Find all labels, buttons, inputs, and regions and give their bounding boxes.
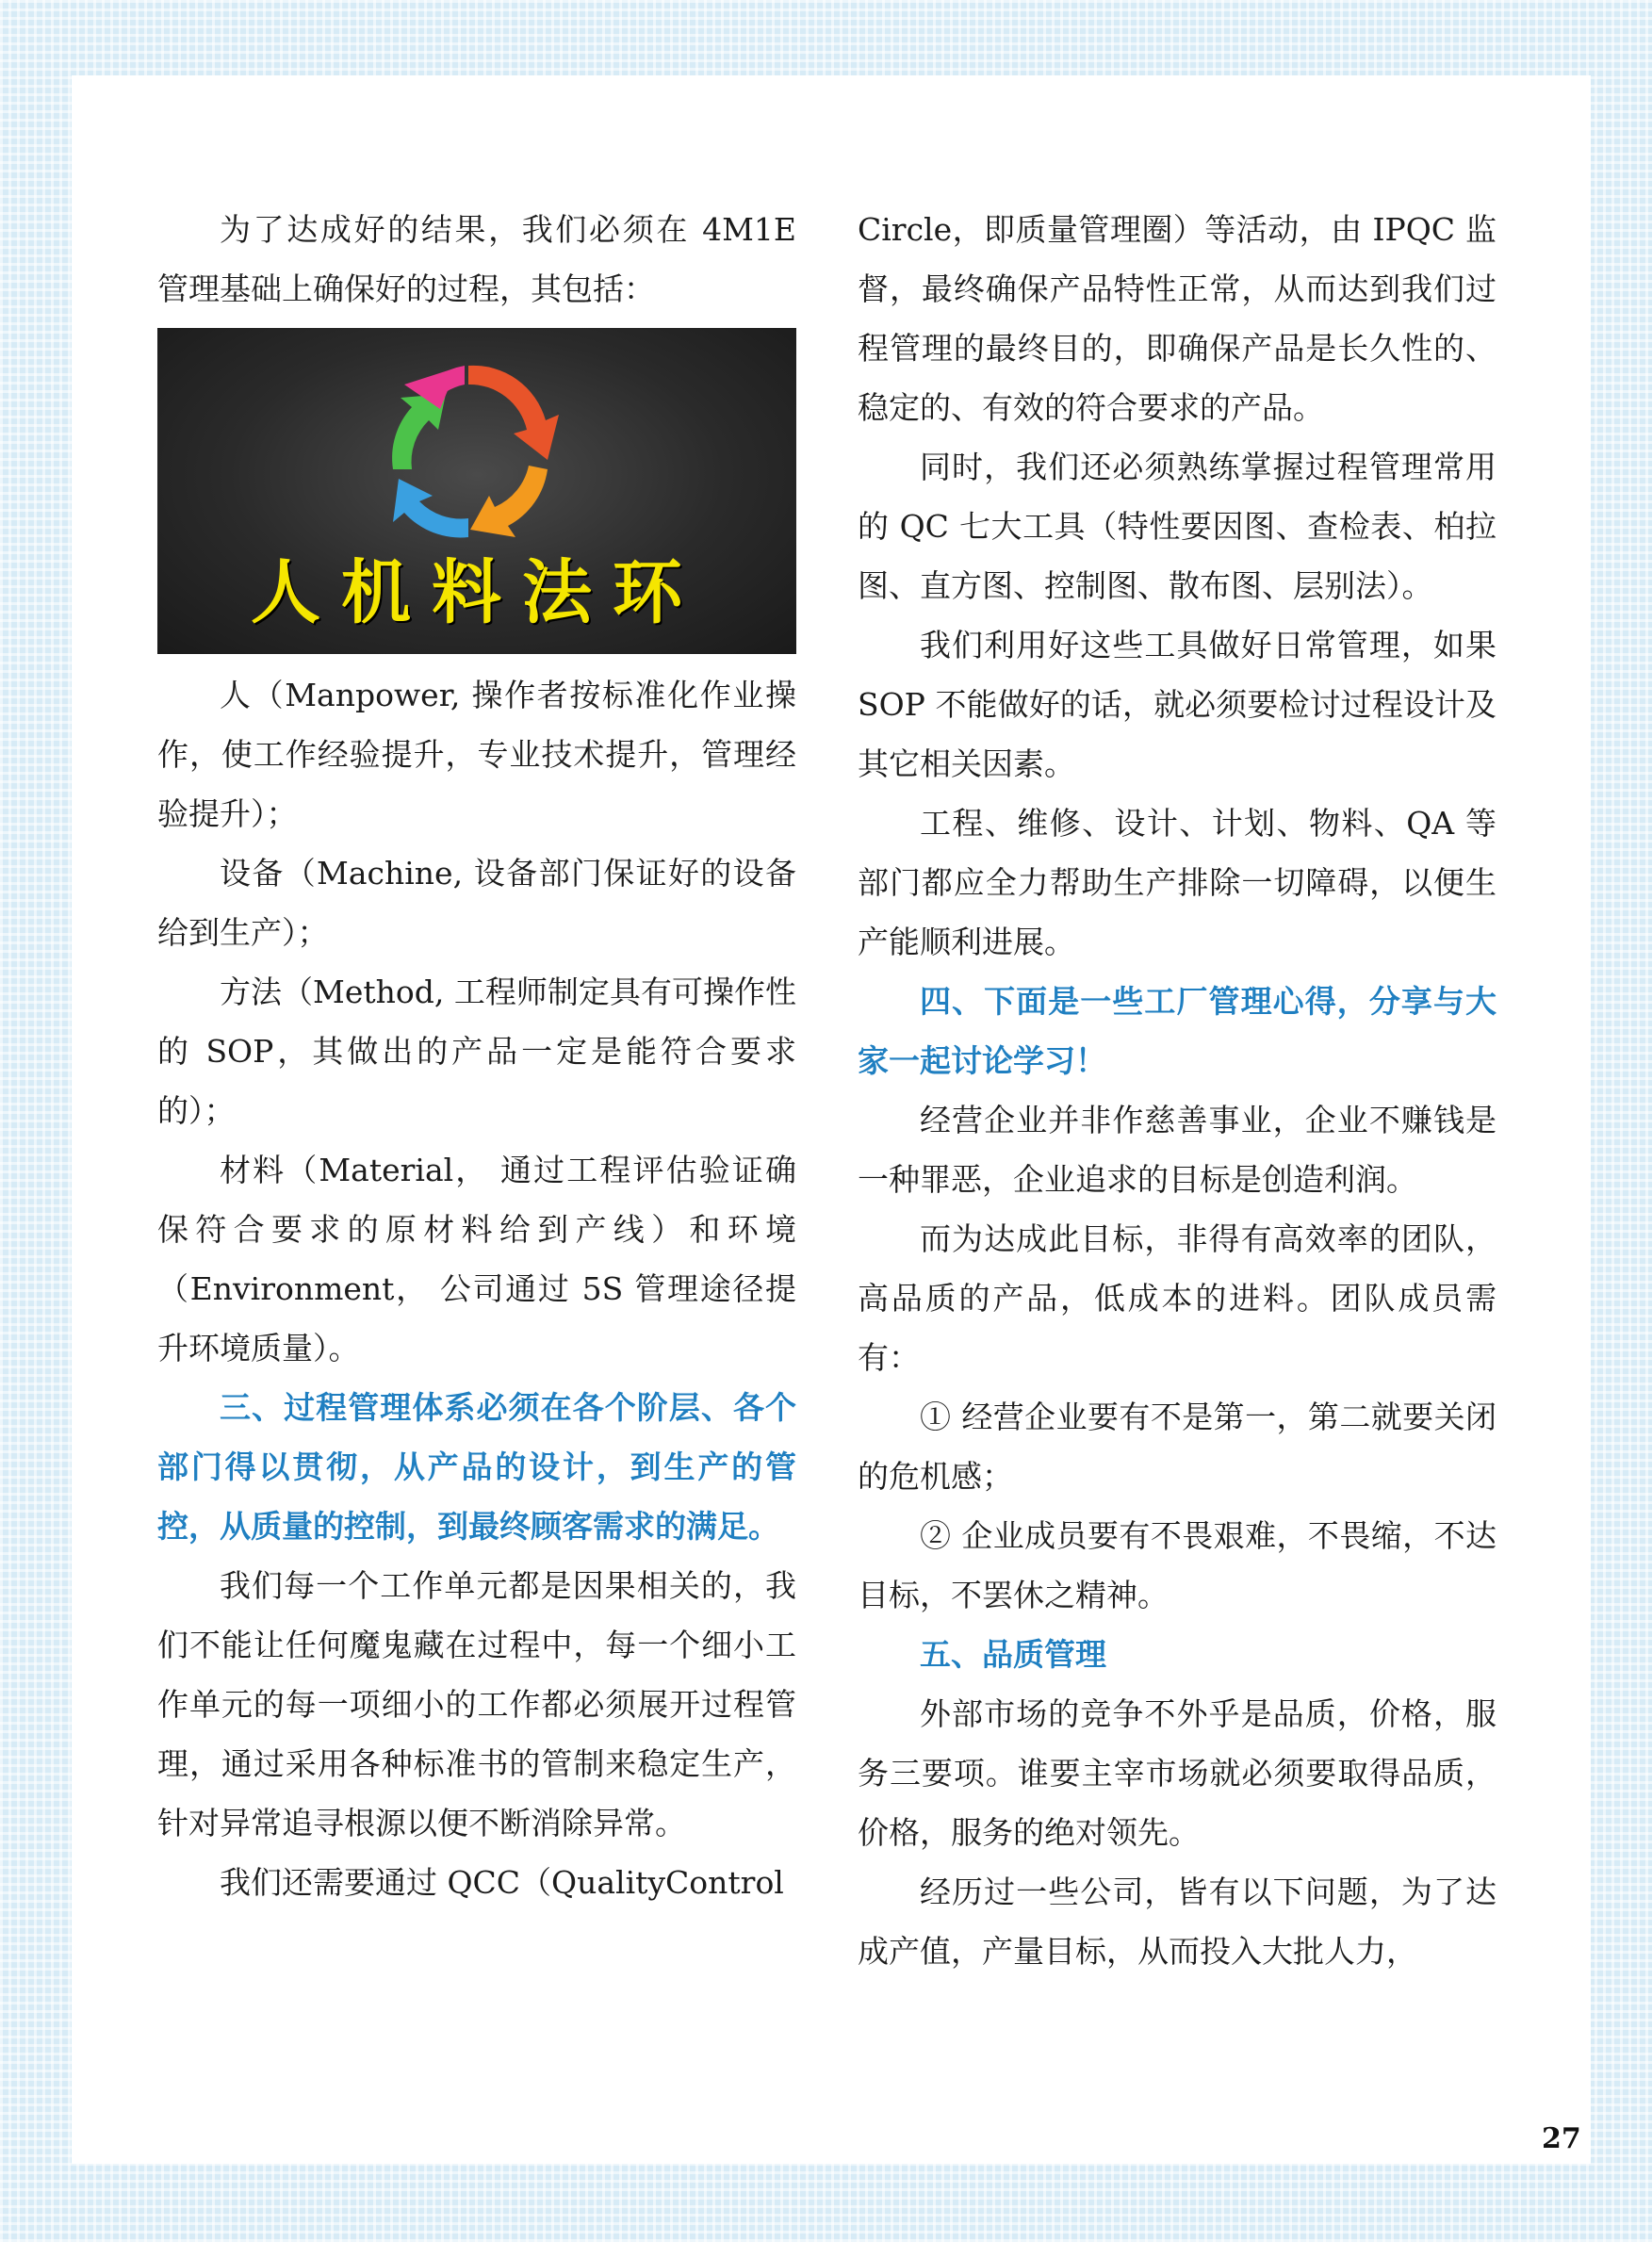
paragraph: 设备（Machine, 设备部门保证好的设备给到生产）； [157,855,796,951]
section-heading-4: 四、下面是一些工厂管理心得，分享与大家一起讨论学习！ [858,983,1497,1079]
figure-caption: 人机料法环 [251,552,703,633]
left-column [157,200,796,1912]
page [72,75,1591,2164]
paragraph: 经营企业并非作慈善事业，企业不赚钱是一种罪恶，企业追求的目标是创造利润。 [858,1102,1497,1198]
paragraph: 我们利用好这些工具做好日常管理，如果 SOP 不能做好的话，就必须要检讨过程设计及其它相关因素。 [858,627,1497,782]
right-column [858,200,1497,1981]
paragraph: 为了达成好的结果，我们必须在 4M1E 管理基础上确保好的过程，其包括： [157,211,796,307]
section-heading-3: 三、过程管理体系必须在各个阶层、各个部门得以贯彻，从产品的设计，到生产的管控，从质量的控制，到最终顾客需求的满足。 [157,1389,796,1545]
section-heading-5: 五、品质管理 [920,1636,1106,1673]
paragraph: 而为达成此目标，非得有高效率的团队，高品质的产品，低成本的进料。团队成员需有： [858,1220,1497,1376]
page-number: 27 [1542,2122,1581,2155]
paragraph: 方法（Method, 工程师制定具有可操作性的 SOP，其做出的产品一定是能符合要求的）； [157,974,796,1129]
paragraph: 工程、维修、设计、计划、物料、QA 等部门都应全力帮助生产排除一切障碍，以便生产能顺利进展。 [858,805,1497,960]
figure-4m1e [157,328,796,654]
paragraph: 外部市场的竞争不外乎是品质，价格，服务三要项。谁要主宰市场就必须要取得品质，价格，服务的绝对领先。 [858,1695,1497,1851]
paragraph: 经历过一些公司，皆有以下问题，为了达成产值，产量目标，从而投入大批人力， [858,1874,1497,1970]
paragraph: 材料（Material， 通过工程评估验证确保符合要求的原材料给到产线）和环境（Environment， 公司通过 5S 管理途径提升环境质量）。 [157,1152,796,1366]
paragraph: 同时，我们还必须熟练掌握过程管理常用的 QC 七大工具（特性要因图、查检表、柏拉图、直方图、控制图、散布图、层别法）。 [858,449,1497,604]
paragraph: Circle，即质量管理圈）等活动，由 IPQC 监督，最终确保产品特性正常，从而达到我们过程管理的最终目的，即确保产品是长久性的、稳定的、有效的符合要求的产品。 [858,211,1497,426]
paragraph: 人（Manpower, 操作者按标准化作业操作，使工作经验提升，专业技术提升，管理经验提升）； [157,677,796,832]
list-item: ② 企业成员要有不畏艰难，不畏缩，不达目标，不罢休之精神。 [858,1517,1497,1613]
paragraph: 我们还需要通过 QCC（QualityControl [220,1864,784,1901]
list-item: ① 经营企业要有不是第一，第二就要关闭的危机感； [858,1399,1497,1495]
paragraph: 我们每一个工作单元都是因果相关的，我们不能让任何魔鬼藏在过程中，每一个细小工作单元的每一项细小的工作都必须展开过程管理，通过采用各种标准书的管制来稳定生产，针对异常追寻根源以便不断消除异常。 [157,1567,796,1841]
